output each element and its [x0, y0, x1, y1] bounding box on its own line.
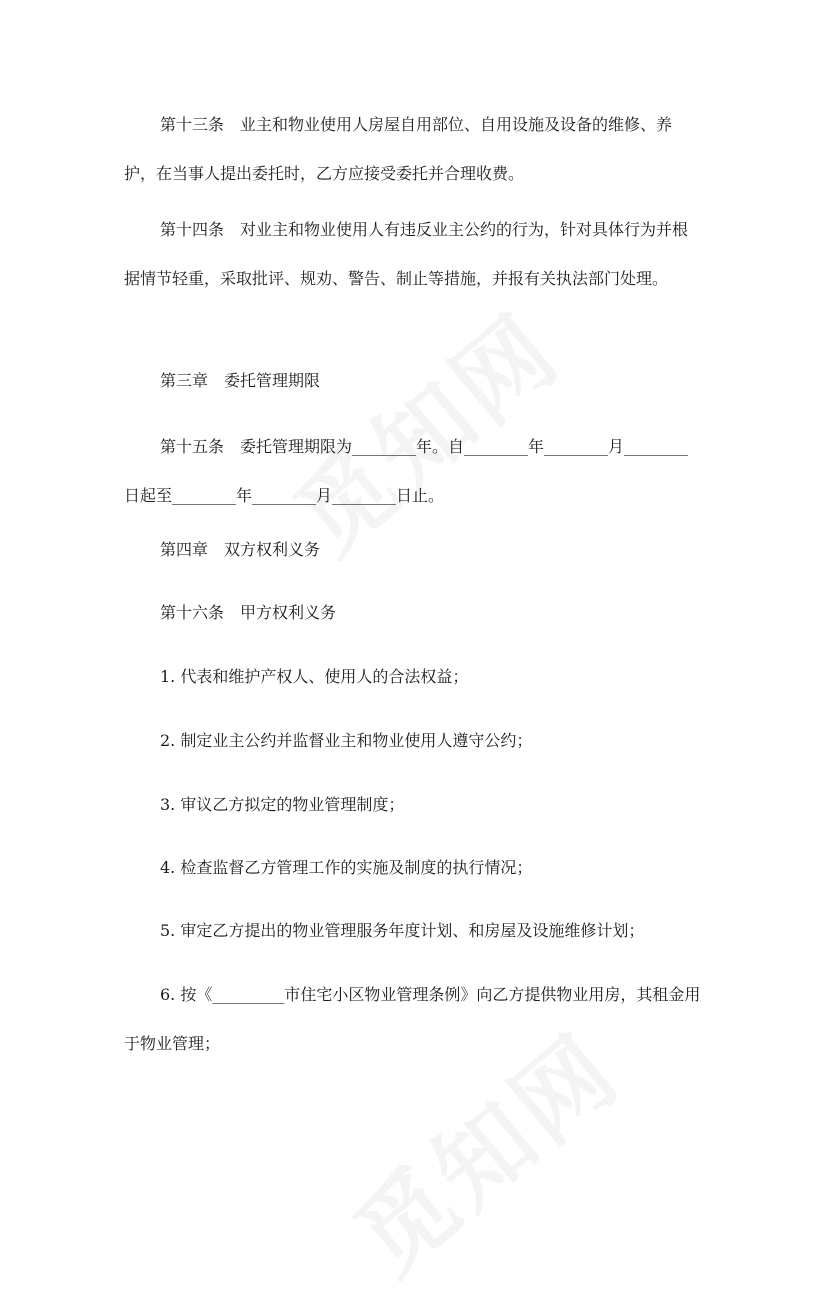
list-item-number: 3.: [160, 795, 176, 814]
list-item: [124, 780, 704, 829]
article-text: 委托管理期限为________年。自________年________月________日起至________年________月________日止。: [124, 437, 689, 505]
article-label: 第十三条: [160, 115, 225, 134]
chapter-3-heading: [124, 356, 704, 405]
list-item: [124, 843, 704, 892]
chapter-4-heading: [124, 525, 704, 574]
chapter-label: 第三章: [160, 371, 209, 390]
chapter-title: 双方权利义务: [224, 540, 321, 559]
list-item-number: 2.: [160, 731, 176, 750]
article-label: 第十四条: [160, 220, 225, 239]
list-item-text: 检查监督乙方管理工作的实施及制度的执行情况；: [180, 858, 533, 877]
list-item-text: 按《_________市住宅小区物业管理条例》向乙方提供物业用房，其租金用于物业管理；: [124, 985, 701, 1053]
article-text: 对业主和物业使用人有违反业主公约的行为，针对具体行为并根据情节轻重，采取批评、规劝、警告、制止等措施，并报有关执法部门处理。: [124, 220, 689, 288]
list-item-number: 5.: [160, 921, 176, 940]
list-item: [124, 652, 704, 701]
list-item-number: 4.: [160, 858, 176, 877]
article-label: 第十五条: [160, 437, 225, 456]
list-item: [124, 716, 704, 765]
list-item-number: 1.: [160, 667, 176, 686]
list-item-text: 审定乙方提出的物业管理服务年度计划、和房屋及设施维修计划；: [180, 921, 645, 940]
article-label: 第十六条: [160, 603, 225, 622]
list-item-text: 代表和维护产权人、使用人的合法权益；: [180, 667, 469, 686]
article-14: [124, 205, 704, 303]
chapter-label: 第四章: [160, 540, 209, 559]
list-item-text: 审议乙方拟定的物业管理制度；: [180, 795, 405, 814]
list-item: [124, 970, 704, 1068]
list-item-text: 制定业主公约并监督业主和物业使用人遵守公约；: [180, 731, 533, 750]
list-item-number: 6.: [160, 985, 176, 1004]
list-item: [124, 906, 704, 955]
chapter-title: 委托管理期限: [224, 371, 321, 390]
article-13: [124, 100, 704, 198]
article-text: 甲方权利义务: [240, 603, 337, 622]
article-text: 业主和物业使用人房屋自用部位、自用设施及设备的维修、养护，在当事人提出委托时，乙方应接受委托并合理收费。: [124, 115, 673, 183]
article-15: [124, 422, 704, 520]
article-16: [124, 588, 704, 637]
